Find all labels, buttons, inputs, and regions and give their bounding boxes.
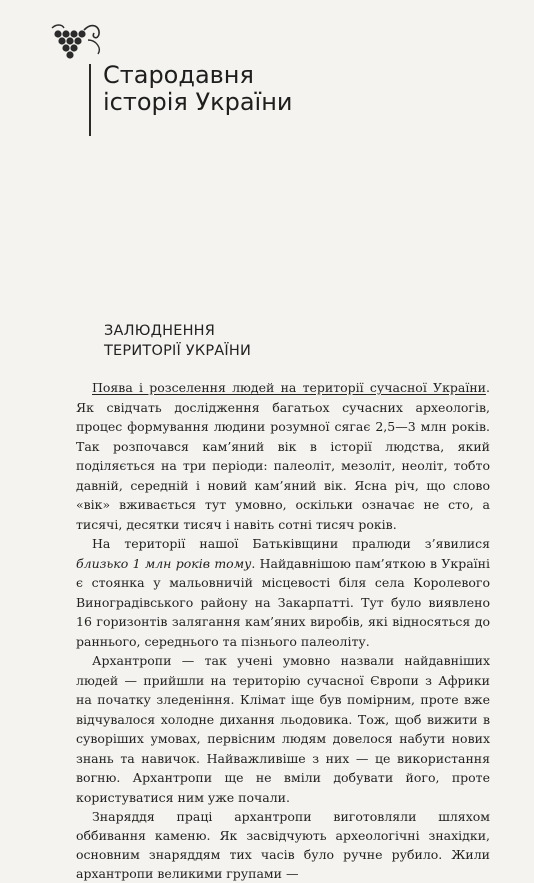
section-title-line-1: ЗАЛЮДНЕННЯ: [104, 323, 216, 339]
section-title: [104, 321, 251, 361]
chapter-title-line-2: історія України: [103, 88, 293, 116]
paragraph-3: Архантропи — так учені умовно назвали найдавніших людей — прийшли на територію сучасної Європи з Африки на початку зледеніння. Клімат іще був помірним, проте вже відчувалося холодне дихання льодовика. Тож, щоб вижити в суворіших умовах, первісним людям довелося набути нових знань та навичок. Найважливіше з них — це використання вогню. Архантропи ще не вміли добувати його, проте користуватися ним уже почали.: [76, 653, 490, 805]
paragraph-1: [76, 378, 490, 534]
paragraph-1-rest: . Як свідчать дослідження багатьох сучасних археологів, процес формування людини розумної сягає 2,5—3 млн років. Так розпочався кам’яний вік в історії людства, який поділяється на три періоди: палеоліт, мезоліт, неоліт, тобто давній, середній і новий кам’яний вік. Ясна річ, що слово «вік» вживається тут умовно, оскільки означає не сто, а тисячі, десятки тисяч і навіть сотні тисяч років.: [76, 380, 490, 532]
chapter-title-line-1: Стародавня: [103, 61, 254, 89]
paragraph-2-rest: . Найдавнішою пам’яткою в Україні є стоянка у мальовничій місцевості біля села Королевого Виноградівського району на Закарпатті. Тут було виявлено 16 горизонтів залягання кам’яних виробів, які відносяться до раннього, середнього та пізнього палеоліту.: [76, 555, 490, 649]
paragraph-2-start: На території нашої Батьківщини пралюди з’явилися: [92, 536, 490, 551]
chapter-title: [103, 62, 293, 116]
section-title-line-2: ТЕРИТОРІЇ УКРАЇНИ: [104, 343, 252, 359]
grapevine-ornament-icon: [44, 20, 106, 72]
paragraph-1-lead: Поява і розселення людей на території сучасної України: [92, 380, 487, 395]
paragraph-2-italic: близько 1 млн років тому: [76, 555, 252, 571]
chapter-vertical-rule: [89, 64, 91, 136]
body-text: [76, 378, 490, 883]
paragraph-2: [76, 534, 490, 651]
paragraph-4: Знаряддя праці архантропи виготовляли шляхом оббивання каменю. Як засвідчують археологічні знахідки, основним знаряддям тих часів було ручне рубило. Жили архантропи великими групами —: [76, 809, 490, 881]
